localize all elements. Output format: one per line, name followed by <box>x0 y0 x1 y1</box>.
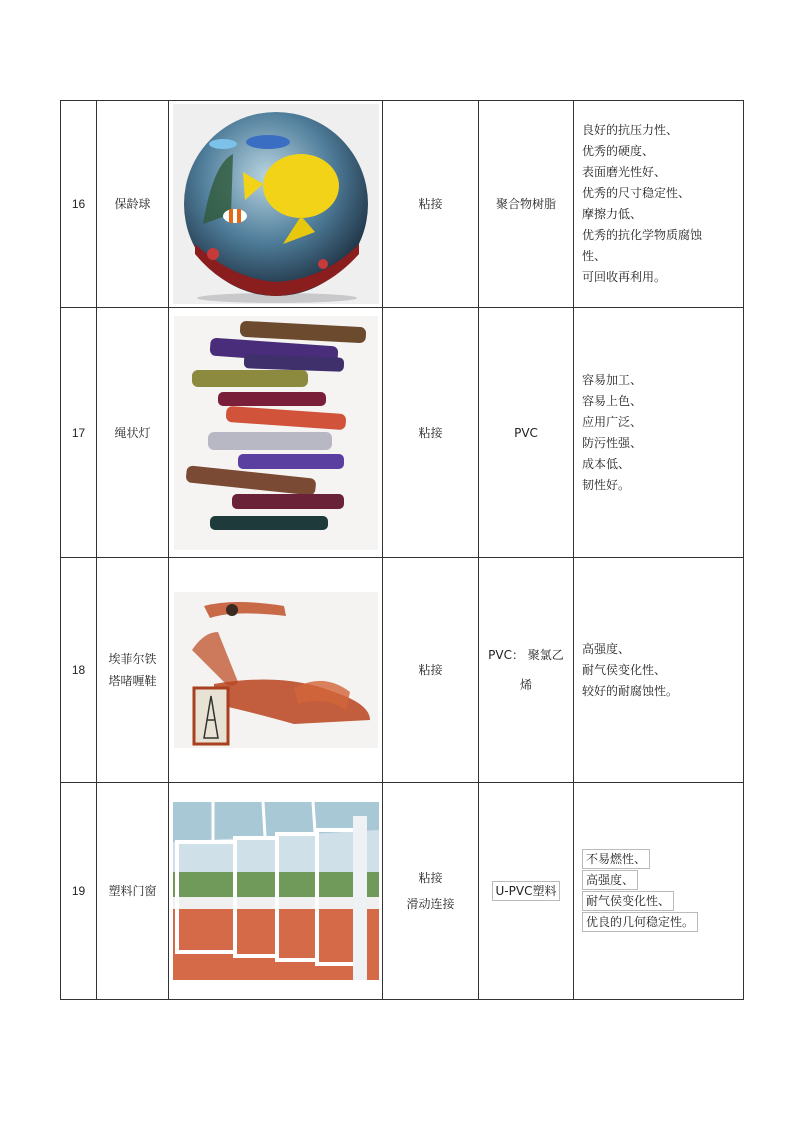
product-name-line: 埃菲尔铁 <box>108 652 157 666</box>
row-number: 16 <box>61 101 97 308</box>
product-image-cell <box>169 783 383 1000</box>
product-name <box>97 783 169 1000</box>
material-line: PVC： 聚氯乙 <box>488 648 564 662</box>
property-line: 成本低、 <box>582 456 631 471</box>
product-name <box>97 101 169 308</box>
row-number: 19 <box>61 783 97 1000</box>
properties-cell <box>574 558 744 783</box>
material-cell <box>479 101 574 308</box>
property-line: 耐气侯变化性、 <box>582 662 667 677</box>
product-image-cell <box>169 308 383 558</box>
property-line: 韧性好。 <box>582 477 631 492</box>
property-line: 可回收再利用。 <box>582 270 667 284</box>
material-cell <box>479 558 574 783</box>
property-line: 良好的抗压力性、 <box>582 123 679 137</box>
property-line: 摩擦力低、 <box>582 207 643 221</box>
pvc-window-room-image <box>173 802 379 980</box>
property-line: 表面磨光性好、 <box>582 165 667 179</box>
rope-lights-image <box>174 316 378 550</box>
property-line: 耐气侯变化性、 <box>582 891 674 911</box>
method-line: 粘接 <box>418 663 443 677</box>
material-line: U-PVC塑料 <box>492 881 561 901</box>
joining-method <box>383 101 479 308</box>
property-line: 优秀的抗化学物质腐蚀 <box>582 228 703 242</box>
joining-method <box>383 308 479 558</box>
property-line: 性、 <box>582 249 607 263</box>
row-number: 17 <box>61 308 97 558</box>
property-line: 优秀的尺寸稳定性、 <box>582 186 691 200</box>
property-line: 应用广泛、 <box>582 414 643 429</box>
property-line: 高强度、 <box>582 870 638 890</box>
table-row <box>61 558 744 783</box>
material-line: 烯 <box>519 678 532 692</box>
joining-method <box>383 558 479 783</box>
properties-cell <box>574 308 744 558</box>
product-name <box>97 308 169 558</box>
materials-table <box>60 100 744 1000</box>
material-line: PVC <box>514 425 538 440</box>
material-cell <box>479 783 574 1000</box>
bowling-ball-image <box>173 104 379 304</box>
table-row <box>61 783 744 1000</box>
property-line: 容易上色、 <box>582 393 643 408</box>
product-name-line: 塑料门窗 <box>108 884 157 898</box>
property-line: 不易燃性、 <box>582 849 650 869</box>
property-line: 高强度、 <box>582 641 631 656</box>
method-line: 粘接 <box>418 425 443 440</box>
product-name-line: 绳状灯 <box>114 425 151 440</box>
table-row <box>61 308 744 558</box>
row-number: 18 <box>61 558 97 783</box>
properties-cell <box>574 101 744 308</box>
property-line: 容易加工、 <box>582 372 643 387</box>
product-image-cell <box>169 101 383 308</box>
method-line: 粘接 <box>418 871 443 885</box>
material-cell <box>479 308 574 558</box>
property-line: 优良的几何稳定性。 <box>582 912 698 932</box>
method-line: 粘接 <box>418 197 443 211</box>
property-line: 优秀的硬度、 <box>582 144 655 158</box>
product-name-line: 塔啫喱鞋 <box>108 674 157 688</box>
product-image-cell <box>169 558 383 783</box>
joining-method <box>383 783 479 1000</box>
property-line: 较好的耐腐蚀性。 <box>582 683 679 698</box>
property-line: 防污性强、 <box>582 435 643 450</box>
jelly-shoe-image <box>174 592 378 748</box>
properties-cell <box>574 783 744 1000</box>
product-name <box>97 558 169 783</box>
table-row <box>61 101 744 308</box>
product-name-line: 保龄球 <box>114 197 151 211</box>
method-line: 滑动连接 <box>406 897 455 911</box>
material-line: 聚合物树脂 <box>495 197 556 211</box>
